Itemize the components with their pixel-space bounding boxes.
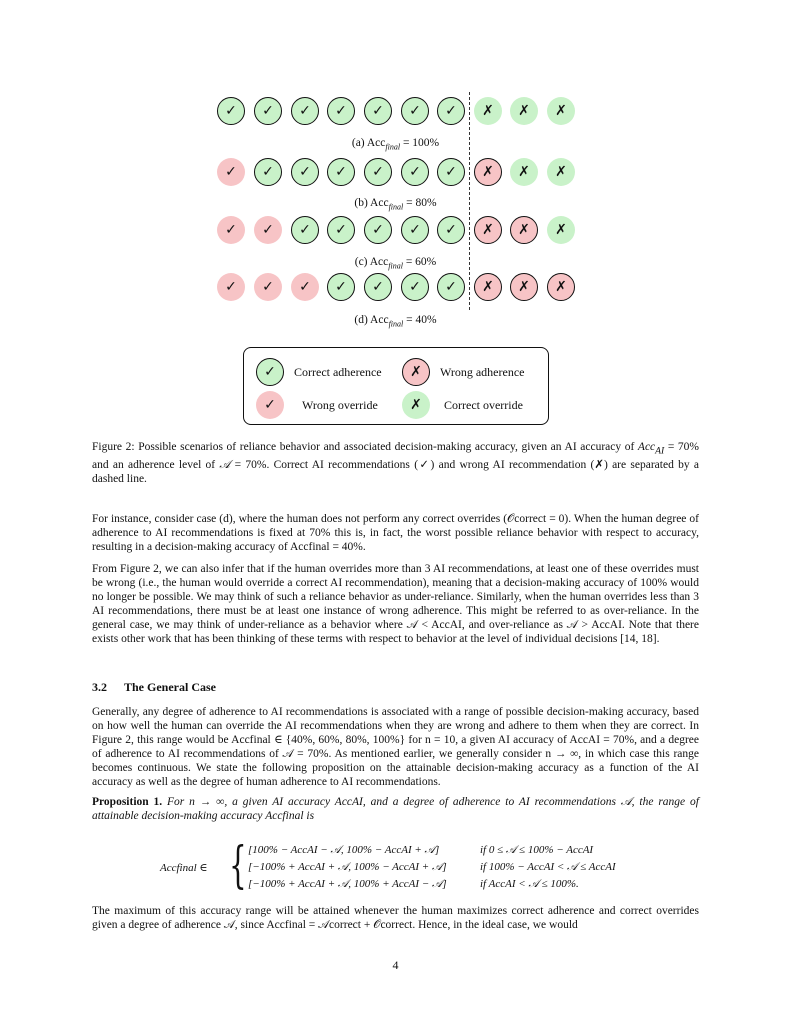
caption-subscript: final <box>388 202 404 212</box>
proposition-label: Proposition 1. <box>92 796 163 808</box>
check-icon: ✓ <box>254 216 282 244</box>
caption-value: = 40% <box>403 314 437 326</box>
subfigure-caption <box>0 314 791 328</box>
check-icon: ✓ <box>217 158 245 186</box>
legend-wrong-adherence <box>402 358 524 386</box>
check-icon: ✓ <box>401 216 429 244</box>
check-icon: ✓ <box>437 273 465 301</box>
legend-label: Wrong adherence <box>440 364 525 379</box>
check-icon: ✓ <box>254 158 282 186</box>
figure-legend <box>243 347 549 425</box>
check-icon: ✓ <box>401 97 429 125</box>
cross-icon: ✗ <box>547 216 575 244</box>
check-icon: ✓ <box>217 216 245 244</box>
check-icon: ✓ <box>327 97 355 125</box>
check-icon: ✓ <box>291 158 319 186</box>
check-icon: ✓ <box>437 97 465 125</box>
legend-label: Wrong override <box>302 397 378 412</box>
section-heading <box>92 680 216 695</box>
cross-icon: ✗ <box>474 158 502 186</box>
check-icon: ✓ <box>291 97 319 125</box>
check-icon: ✓ <box>401 273 429 301</box>
brace: { <box>229 836 247 894</box>
cross-icon: ✗ <box>474 216 502 244</box>
cross-icon: ✗ <box>474 273 502 301</box>
equation-cond-3: if AccAI < 𝒜 ≤ 100%. <box>480 878 579 890</box>
check-icon: ✓ <box>291 216 319 244</box>
check-icon: ✓ <box>327 216 355 244</box>
body-text-2 <box>92 705 699 829</box>
page-number: 4 <box>392 958 399 972</box>
body-text-1 <box>92 512 699 652</box>
equation-cond-1: if 0 ≤ 𝒜 ≤ 100% − AccAI <box>480 844 594 856</box>
equation-case-2: [−100% + AccAI + 𝒜, 100% − AccAI + 𝒜] <box>248 861 447 873</box>
check-icon: ✓ <box>291 273 319 301</box>
subfigure-caption <box>0 197 791 211</box>
cross-icon: ✗ <box>402 358 430 386</box>
proposition-text: For n → ∞, a given AI accuracy AccAI, and a degree of adherence to AI recommendations 𝒜, the range of attainable decision-making accuracy Accfinal is <box>92 796 699 822</box>
section-number: 3.2 <box>92 680 107 694</box>
check-icon: ✓ <box>364 216 392 244</box>
subfigure-caption <box>0 137 791 151</box>
cross-icon: ✗ <box>510 97 538 125</box>
cross-icon: ✗ <box>547 273 575 301</box>
figure-caption: Figure 2: Possible scenarios of reliance behavior and associated decision-making accuracy, given an AI accuracy of Acc$_{AI}$ = 70% and an adherence level of 𝒜 = 70%. Correct AI recommendations (✓) and wrong AI recommendation (✗) are separated by a dashed line. <box>92 441 699 486</box>
caption-subscript: final <box>388 319 404 329</box>
check-icon: ✓ <box>217 97 245 125</box>
check-icon: ✓ <box>327 273 355 301</box>
legend-label: Correct adherence <box>294 364 382 379</box>
legend-label: Correct override <box>444 397 523 412</box>
subfigure-caption <box>0 256 791 270</box>
equation-lhs: Accfinal ∈ <box>160 862 208 874</box>
check-icon: ✓ <box>254 273 282 301</box>
equation-cond-2: if 100% − AccAI < 𝒜 ≤ AccAI <box>480 861 616 873</box>
equation-case-1: [100% − AccAI − 𝒜, 100% − AccAI + 𝒜] <box>248 844 440 856</box>
check-icon: ✓ <box>437 158 465 186</box>
cross-icon: ✗ <box>402 391 430 419</box>
check-icon: ✓ <box>437 216 465 244</box>
paragraph: Generally, any degree of adherence to AI recommendations is associated with a range of possible decision-making accuracy, based on how well the human can override the AI recommendations when they are wrong and adhere to them when they are correct. In Figure 2, this range would be Accfinal ∈ {40%, 60%, 80%, 100%} for n = 10, a given AI accuracy of AccAI = 70%, and a degree of adherence to AI recommendations of 𝒜 = 70%. As mentioned earlier, we generally consider n → ∞, in which case this range becomes continuous. We state the following proposition on the attainable decision-making accuracy as a function of the AI accuracy as well as the degree of human adherence to AI recommendations. <box>92 706 699 788</box>
body-text-3 <box>92 904 699 938</box>
cross-icon: ✗ <box>510 273 538 301</box>
paragraph: From Figure 2, we can also infer that if the human overrides more than 3 AI recommendations, at least one of these overrides must be wrong (i.e., the human would override a correct AI recommendation), meaning that a decision-making accuracy of 100% would no longer be possible. We may think of such a reliance behavior as under-reliance. Similarly, when the human overrides less than 3 AI recommendations, there must be at least one instance of wrong adherence. This might be referred to as over-reliance. In the general case, we may think of under-reliance as a behavior where 𝒜 < AccAI, and over-reliance as 𝒜 > AccAI. Note that there exists other work that has been thinking of these terms with respect to behavior at the level of individual decisions [14, 18]. <box>92 563 699 645</box>
equation <box>160 836 640 894</box>
caption-label: (c) Acc <box>354 256 389 268</box>
proposition <box>92 795 699 823</box>
caption-label: (b) Acc <box>354 197 389 209</box>
caption-value: = 80% <box>403 197 437 209</box>
cross-icon: ✗ <box>510 158 538 186</box>
check-icon: ✓ <box>256 391 284 419</box>
section-title: The General Case <box>124 680 216 694</box>
caption-subscript: final <box>388 261 403 271</box>
caption-value: = 100% <box>400 137 440 149</box>
caption-label: (a) Acc <box>351 137 386 149</box>
check-icon: ✓ <box>256 358 284 386</box>
legend-correct-override <box>402 391 523 419</box>
check-icon: ✓ <box>327 158 355 186</box>
check-icon: ✓ <box>364 273 392 301</box>
check-icon: ✓ <box>401 158 429 186</box>
check-icon: ✓ <box>254 97 282 125</box>
separator-dashed-line <box>469 92 470 310</box>
cross-icon: ✗ <box>547 97 575 125</box>
check-icon: ✓ <box>217 273 245 301</box>
equation-case-3: [−100% + AccAI + 𝒜, 100% + AccAI − 𝒜] <box>248 878 447 890</box>
caption-subscript: final <box>385 142 401 152</box>
legend-wrong-override <box>256 391 378 419</box>
caption-label: (d) Acc <box>354 314 389 326</box>
legend-correct-adherence <box>256 358 382 386</box>
paragraph: The maximum of this accuracy range will be attained whenever the human maximizes correct adherence and correct overrides given a degree of adherence 𝒜, since Accfinal = 𝒜correct + 𝒪correct. Hence, in the ideal case, we would <box>92 905 699 931</box>
cross-icon: ✗ <box>510 216 538 244</box>
paragraph: For instance, consider case (d), where the human does not perform any correct overrides (𝒪correct = 0). When the human degree of adherence to AI recommendations is fixed at 70% this is, in fact, the worst possible reliance behavior with respect to accuracy, resulting in a decision-making accuracy of Accfinal = 40%. <box>92 513 699 553</box>
cross-icon: ✗ <box>547 158 575 186</box>
caption-value: = 60% <box>402 256 437 268</box>
check-icon: ✓ <box>364 158 392 186</box>
check-icon: ✓ <box>364 97 392 125</box>
cross-icon: ✗ <box>474 97 502 125</box>
